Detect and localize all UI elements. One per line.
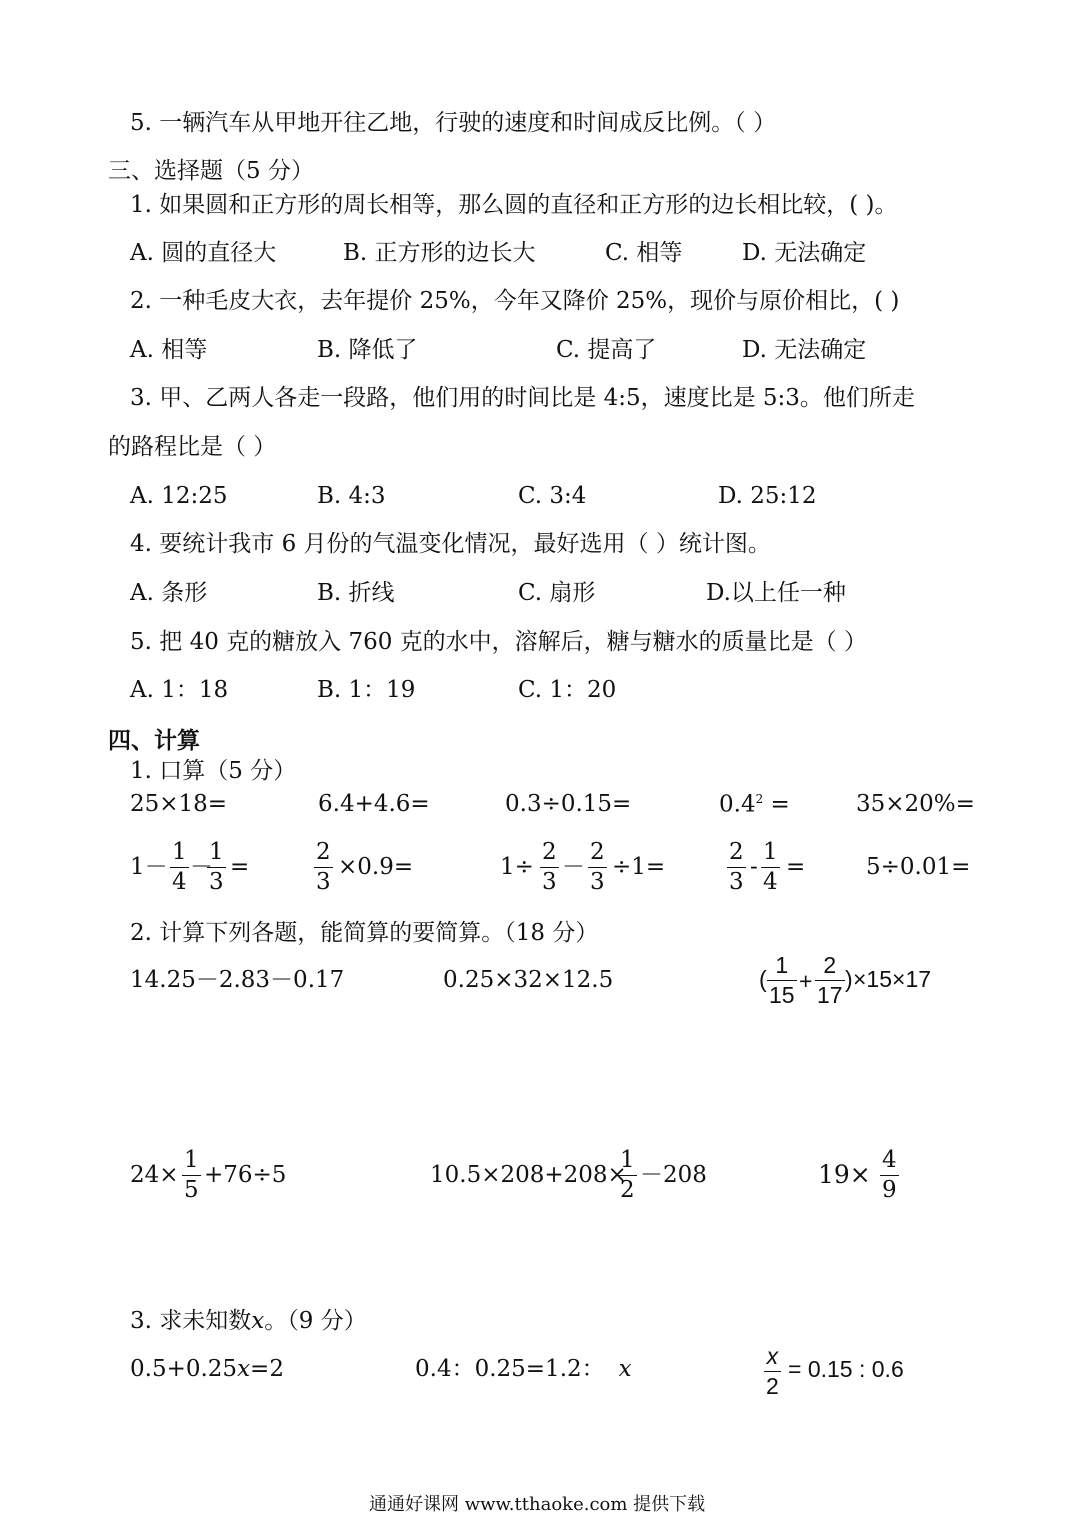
oral-1: 25×18= xyxy=(130,791,228,817)
fraction: 1 2 xyxy=(620,1147,635,1203)
judge-q5: 5. 一辆汽车从甲地开往乙地，行驶的速度和时间成反比例。（ ） xyxy=(130,110,777,136)
calc-e5-post: －208 xyxy=(640,1162,707,1188)
fraction: 1 3 xyxy=(209,839,224,895)
calc-e1: 14.25－2.83－0.17 xyxy=(130,967,345,993)
oral-4-eq: = xyxy=(763,791,790,818)
choice-q3-b: B. 4:3 xyxy=(317,483,386,509)
choice-q2-c: C. 提高了 xyxy=(556,337,657,363)
choice-q5-b: B. 1：19 xyxy=(317,677,416,703)
fraction: 2 3 xyxy=(316,839,331,895)
choice-q1-d: D. 无法确定 xyxy=(742,240,867,266)
oral-6-pre: 1－ xyxy=(130,854,168,880)
oral-7-post: ×0.9= xyxy=(338,854,414,880)
choice-q5-a: A. 1：18 xyxy=(130,677,229,703)
choice-q2-a: A. 相等 xyxy=(130,337,208,363)
fraction: 2 3 xyxy=(729,839,744,895)
fraction: 1 15 xyxy=(769,952,795,1008)
calc-e2: 0.25×32×12.5 xyxy=(443,967,614,993)
choice-q1-c: C. 相等 xyxy=(605,240,683,266)
equation-1 xyxy=(130,1358,284,1381)
oral-4 xyxy=(719,793,790,817)
fraction: 1 4 xyxy=(172,839,187,895)
section-title-calc: 四、计算 xyxy=(108,727,200,754)
oral-2: 6.4+4.6= xyxy=(318,791,430,817)
calc-e4-post: +76÷5 xyxy=(204,1162,287,1188)
choice-q3-d: D. 25:12 xyxy=(718,483,817,509)
choice-q4-stem: 4. 要统计我市 6 月份的气温变化情况，最好选用（ ）统计图。 xyxy=(130,531,771,557)
choice-q4-d: D.以上任一种 xyxy=(706,580,846,606)
oral-4-exp: 2 xyxy=(755,792,764,806)
calc-e5-pre: 10.5×208+208× xyxy=(430,1162,627,1188)
fraction: 2 17 xyxy=(817,952,843,1008)
oral-8-post: ÷1= xyxy=(612,854,666,880)
calc-e4-pre: 24× xyxy=(130,1162,179,1188)
calc-e6-pre: 19× xyxy=(818,1160,871,1189)
choice-q1-a: A. 圆的直径大 xyxy=(130,240,277,266)
fraction: 2 3 xyxy=(590,839,605,895)
calc-s3-title xyxy=(130,1310,367,1333)
choice-q1-stem: 1. 如果圆和正方形的周长相等，那么圆的直径和正方形的边长相比较，( )。 xyxy=(130,192,898,218)
choice-q3-c: C. 3:4 xyxy=(518,483,587,509)
equals: = xyxy=(786,854,806,880)
calc-s2-title: 2. 计算下列各题，能简算的要简算。（18 分） xyxy=(130,920,599,946)
equation-1-post: =2 xyxy=(250,1356,284,1382)
paren-open: ( xyxy=(759,966,767,992)
fraction: 1 4 xyxy=(763,839,778,895)
equation-1-pre: 0.5+0.25 xyxy=(130,1356,238,1382)
choice-q3-stem: 3. 甲、乙两人各走一段路，他们用的时间比是 4:5，速度比是 5:3。他们所走 xyxy=(130,385,915,411)
fraction: x 2 xyxy=(766,1343,779,1399)
equation-2 xyxy=(415,1358,632,1381)
calc-s3-title-pre: 3. 求未知数 xyxy=(130,1308,252,1334)
oral-10: 5÷0.01= xyxy=(866,854,971,880)
fraction: 1 5 xyxy=(184,1147,199,1203)
plus: + xyxy=(799,968,813,994)
choice-q5-c: C. 1：20 xyxy=(518,677,617,703)
section-title-choice: 三、选择题（5 分） xyxy=(108,158,314,184)
equals: = xyxy=(230,854,250,880)
calc-s3-title-post: 。（9 分） xyxy=(264,1308,367,1334)
var-x: x xyxy=(618,1356,632,1382)
minus: － xyxy=(190,854,213,880)
oral-4-base: 0.4 xyxy=(719,791,756,818)
choice-q2-d: D. 无法确定 xyxy=(742,337,867,363)
paren-close: ) xyxy=(845,966,853,992)
choice-q1-b: B. 正方形的边长大 xyxy=(343,240,536,266)
minus: － xyxy=(562,854,585,880)
calc-e3-post: ×15×17 xyxy=(853,966,932,992)
fraction: 4 9 xyxy=(882,1147,897,1203)
minus: - xyxy=(750,854,758,880)
choice-q5-stem: 5. 把 40 克的糖放入 760 克的水中，溶解后，糖与糖水的质量比是（ ） xyxy=(130,629,867,655)
var-x: x xyxy=(251,1308,265,1334)
footer-text: 通通好课网 www.tthaoke.com 提供下载 xyxy=(369,1494,706,1515)
choice-q4-b: B. 折线 xyxy=(317,580,395,606)
equation-3-post: = 0.15 : 0.6 xyxy=(788,1356,904,1382)
oral-8-pre: 1÷ xyxy=(500,854,534,880)
choice-q2-b: B. 降低了 xyxy=(317,337,418,363)
var-x: x xyxy=(237,1356,251,1382)
oral-3: 0.3÷0.15= xyxy=(505,791,632,817)
choice-q4-c: C. 扇形 xyxy=(518,580,596,606)
choice-q3-a: A. 12:25 xyxy=(130,483,228,509)
oral-5: 35×20%= xyxy=(856,791,975,817)
choice-q4-a: A. 条形 xyxy=(130,580,208,606)
calc-s1-title: 1. 口算（5 分） xyxy=(130,758,297,784)
equation-2-pre: 0.4：0.25=1.2： xyxy=(415,1356,605,1382)
fraction: 2 3 xyxy=(542,839,557,895)
choice-q2-stem: 2. 一种毛皮大衣，去年提价 25%，今年又降价 25%，现价与原价相比，( ) xyxy=(130,288,900,314)
choice-q3-stem-cont: 的路程比是（ ） xyxy=(108,434,277,460)
